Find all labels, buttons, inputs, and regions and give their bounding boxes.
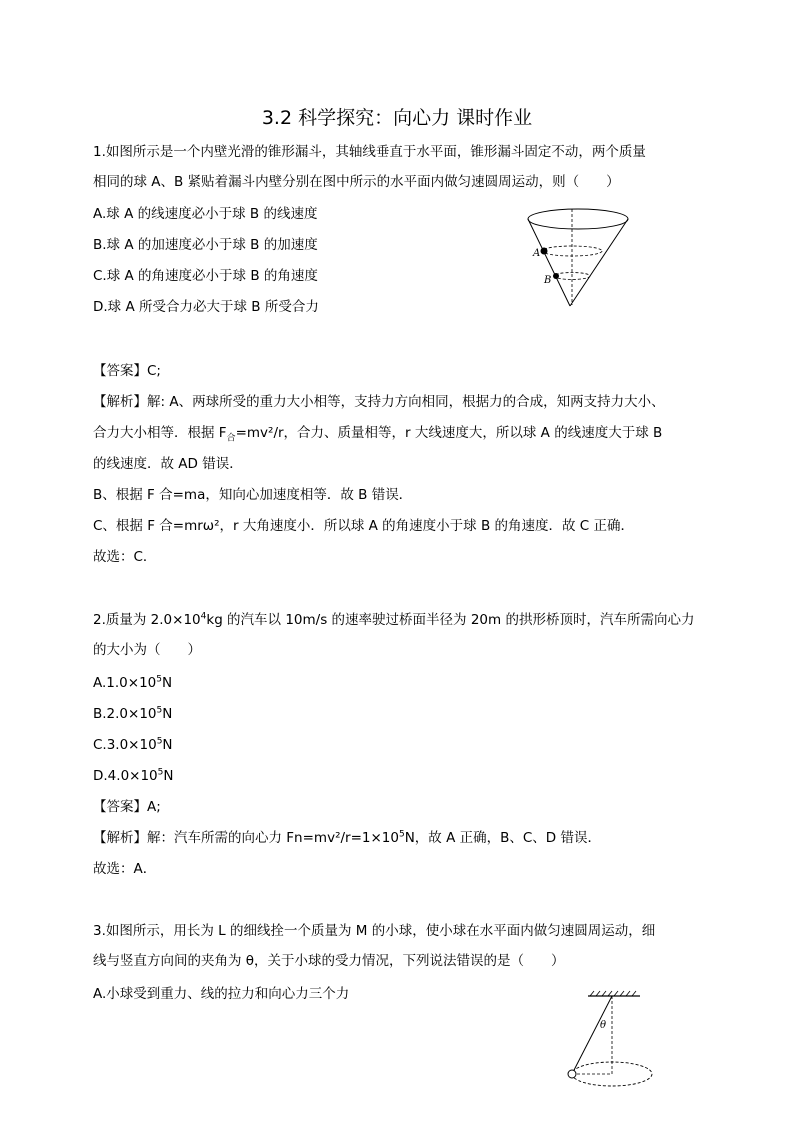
conical-pendulum-figure xyxy=(560,990,660,1090)
q3-stem-line2: 线与竖直方向间的夹角为 θ，关于小球的受力情况，下列说法错误的是（ ） xyxy=(93,953,565,969)
q1-explanation-line4: B、根据 F 合=ma，知向心加速度相等．故 B 错误． xyxy=(93,487,413,503)
q2-option-b: $B.2.0\times 10^5N$ xyxy=(93,705,173,722)
q1-explanation-line5: C、根据 F 合=mrω²，r 大角速度小．所以球 A 的角速度小于球 B 的角速度．故 C 正确． xyxy=(93,518,635,534)
q1-option-c: C.球 A 的角速度必小于球 B 的角速度 xyxy=(93,268,318,284)
q3-option-a: A.小球受到重力、线的拉力和向心力三个力 xyxy=(93,986,350,1002)
q2-stem-line2: 的大小为（ ） xyxy=(93,642,201,658)
q1-choice: 故选：C． xyxy=(93,549,157,565)
q1-option-d: D.球 A 所受合力必大于球 B 所受合力 xyxy=(93,299,319,315)
q2-choice: 故选：A． xyxy=(93,861,157,877)
q1-option-b: B.球 A 的加速度必小于球 B 的加速度 xyxy=(93,237,318,253)
q2-stem-line1: 2.质量为 $2.0\times 10^4kg$ 的汽车以 10m/s 的速率驶过桥面半径为 20m 的拱形桥顶时，汽车所需向心力 xyxy=(93,611,695,628)
q1-option-a: A.球 A 的线速度必小于球 B 的线速度 xyxy=(93,206,318,222)
q2-option-d: $D.4.0\times 10^5N$ xyxy=(93,767,174,784)
q2-explanation: 【解析】解：汽车所需的向心力 $Fn=mv^2/r=1\times 10^5N$，故 A 正确，B、C、D 错误． xyxy=(93,829,601,846)
q3-stem-line1: 3.如图所示，用长为 L 的细线拴一个质量为 M 的小球，使小球在水平面内做匀速圆周运动，细 xyxy=(93,923,656,939)
q1-explanation-line2: 合力大小相等．根据 $F_合=mv^2/r$，合力、质量相等，r 大线速度大，所以球 A 的线速度大于球 B xyxy=(93,425,663,444)
q1-answer: 【答案】C; xyxy=(93,363,161,379)
theta-label: θ xyxy=(600,1020,607,1031)
cone-funnel-figure xyxy=(520,205,640,310)
q1-explanation-line3: 的线速度．故 AD 错误． xyxy=(93,456,243,472)
q2-option-a: $A.1.0\times 10^5N$ xyxy=(93,674,173,691)
q2-option-c: $C.3.0\times 10^5N$ xyxy=(93,736,173,753)
q1-stem-line2: 相同的球 A、B 紧贴着漏斗内壁分别在图中所示的水平面内做匀速圆周运动，则（ ） xyxy=(93,174,620,190)
figure-label-b: B xyxy=(544,275,552,286)
q2-answer: 【答案】A; xyxy=(93,799,161,815)
figure-label-a: A xyxy=(533,248,541,259)
q1-stem-line1: 1.如图所示是一个内壁光滑的锥形漏斗，其轴线垂直于水平面，锥形漏斗固定不动，两个质量 xyxy=(93,144,646,160)
page-title: 3.2 科学探究：向心力 课时作业 xyxy=(261,107,533,129)
q1-explanation-line1: 【解析】解: A、两球所受的重力大小相等，支持力方向相同，根据力的合成，知两支持力大小、 xyxy=(93,394,665,410)
